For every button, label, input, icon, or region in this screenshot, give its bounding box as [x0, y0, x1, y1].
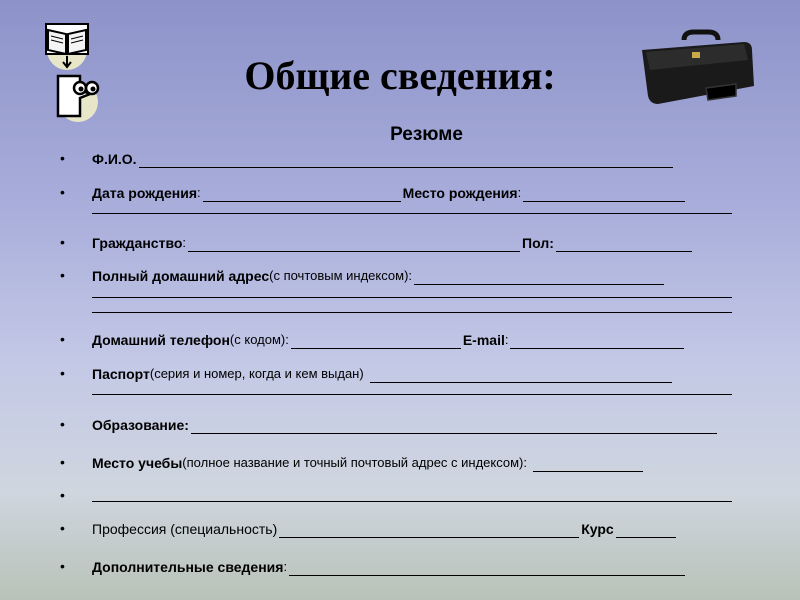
education-row: [0, 414, 800, 434]
address-line-2[interactable]: [92, 297, 732, 298]
fio-field[interactable]: [139, 151, 673, 168]
extra-field[interactable]: [289, 559, 685, 576]
study-field[interactable]: [533, 455, 643, 472]
sex-field[interactable]: [556, 235, 692, 252]
birth-place-field[interactable]: [523, 185, 685, 202]
citizenship-row: [0, 232, 800, 252]
page-subtitle: Резюме: [390, 124, 463, 145]
address-label: Полный домашний адрес: [92, 268, 270, 284]
passport-row: [0, 363, 800, 383]
fio-row: [0, 148, 800, 168]
phone-hint: (с кодом):: [229, 332, 289, 347]
profession-label: Профессия (специальность): [92, 521, 278, 537]
phone-field[interactable]: [291, 332, 461, 349]
birth-row: [0, 182, 800, 202]
extra-colon: :: [283, 559, 288, 574]
page-title: Общие сведения:: [244, 53, 556, 98]
bullet: •: [60, 454, 65, 470]
citizenship-field[interactable]: [188, 235, 520, 252]
citizenship-colon: :: [182, 235, 187, 250]
birth-extra-line[interactable]: [92, 213, 732, 214]
birth-date-label: Дата рождения: [92, 185, 198, 201]
bullet: •: [60, 558, 65, 574]
bullet: •: [60, 267, 65, 283]
address-hint: (с почтовым индексом):: [269, 268, 413, 283]
education-field[interactable]: [191, 417, 717, 434]
fio-label: Ф.И.О.: [92, 151, 137, 167]
bullet: •: [60, 184, 65, 200]
study-extra-row: [0, 485, 800, 505]
extra-label: Дополнительные сведения: [92, 559, 284, 575]
bullet: •: [60, 416, 65, 432]
birth-date-field[interactable]: [203, 185, 401, 202]
course-label: Курс: [581, 521, 614, 537]
bullet: •: [60, 365, 65, 381]
email-field[interactable]: [510, 332, 684, 349]
phone-row: [0, 329, 800, 349]
email-label: E-mail: [462, 332, 505, 348]
bullet: •: [60, 234, 65, 250]
birth-place-label: Место рождения: [402, 185, 518, 201]
phone-label: Домашний телефон: [92, 332, 230, 348]
address-field[interactable]: [414, 268, 664, 285]
bullet: •: [60, 150, 65, 166]
passport-label: Паспорт: [92, 366, 150, 382]
education-label: Образование:: [92, 417, 189, 433]
study-hint: (полное название и точный почтовый адрес с индексом):: [182, 455, 527, 470]
address-row: [0, 265, 800, 285]
address-line-3[interactable]: [92, 312, 732, 313]
profession-row: [0, 518, 800, 538]
study-extra-line[interactable]: [92, 501, 732, 502]
profession-field[interactable]: [279, 521, 579, 538]
bullet: •: [60, 331, 65, 347]
bullet: •: [60, 520, 65, 536]
study-row: [0, 452, 800, 472]
birth-place-colon: :: [517, 185, 522, 200]
citizenship-label: Гражданство: [92, 235, 183, 251]
sex-label: Пол:: [522, 235, 554, 251]
passport-hint: (серия и номер, когда и кем выдан): [149, 366, 364, 381]
bullet: •: [60, 487, 65, 503]
passport-field[interactable]: [370, 366, 672, 383]
study-label: Место учебы: [92, 455, 183, 471]
passport-line-2[interactable]: [92, 394, 732, 395]
extra-row: [0, 556, 800, 576]
birth-date-colon: :: [197, 185, 201, 200]
email-colon: :: [504, 332, 509, 347]
course-field[interactable]: [616, 521, 676, 538]
